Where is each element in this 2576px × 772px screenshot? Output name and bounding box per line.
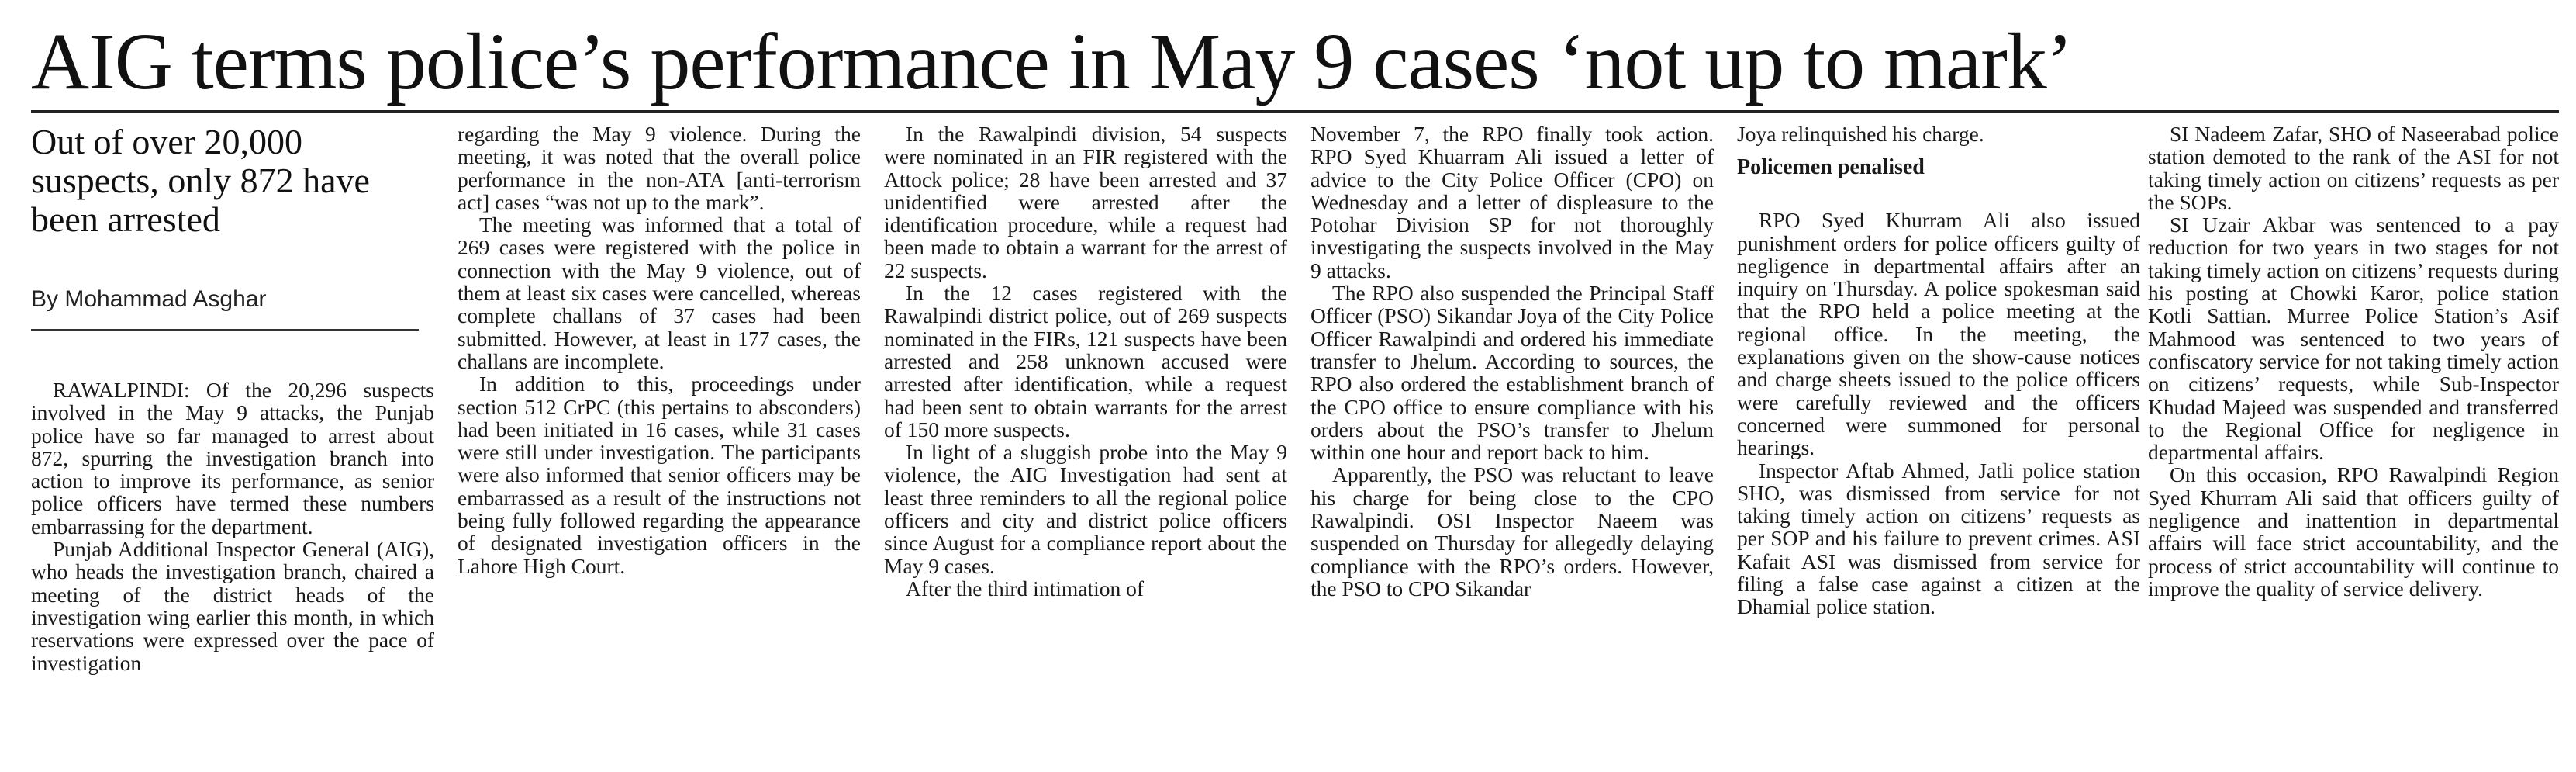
text-column-2 <box>458 123 861 767</box>
paragraph: RPO Syed Khurram Ali also issued punishment orders for police officers guilty of negligence in departmental affairs after an inquiry on Thursday. A police spokesman said that the RPO held a police meeting at the regional office. In the meeting, the explanations given on the show-cause notices and charge sheets issued to the police officers were carefully reviewed and the officers concerned were summoned for personal hearings. <box>1737 208 2140 460</box>
paragraph: The meeting was informed that a total of 269 cases were registered with the police in connection with the May 9 violence, out of them at least six cases were cancelled, whereas complete challans of 37 cases had been submitted. However, at least in 177 cases, the challans are incomplete. <box>458 213 861 373</box>
paragraph: In addition to this, proceedings under section 512 CrPC (this pertains to absconders) had been initiated in 16 cases, while 31 cases were still under investigation. The participants were also informed that senior officers may be embarrassed as a result of the instructions not being fully followed regarding the appearance of designated investigation officers in the Lahore High Court. <box>458 372 861 578</box>
byline: By Mohammad Asghar <box>31 286 267 312</box>
text-column-5 <box>1737 123 2140 767</box>
paragraph: November 7, the RPO finally took action. RPO Syed Khuarram Ali issued a letter of advice to the City Police Officer (CPO) on Wednesday and a letter of displeasure to the Potohar Division SP for not thoroughly investigating the suspects involved in the May 9 attacks. <box>1310 123 1714 282</box>
paragraph: Apparently, the PSO was reluctant to leave his charge for being close to the CPO Rawalpindi. OSI Inspector Naeem was suspended on Thursday for allegedly delaying compliance with the RPO’s orders. However, the PSO to CPO Sikandar <box>1310 462 1714 601</box>
paragraph: Joya relinquished his charge. <box>1737 123 1984 146</box>
paragraph: In the Rawalpindi division, 54 suspects were nominated in an FIR registered with the Attock police; 28 have been arrested and 37 unidentified were arrested after the identification procedure, while a request had been made to obtain a warrant for the arrest of 22 suspects. <box>884 123 1287 282</box>
text-column-6 <box>2148 123 2559 767</box>
text-column-3 <box>884 123 1287 767</box>
subheadline: Out of over 20,000 suspects, only 872 have been arrested <box>31 122 370 239</box>
paragraph: SI Uzair Akbar was sentenced to a pay reduction for two years in two stages for not taking timely action on citizens’ requests during his posting at Chowki Karor, police station Kotli Sattian. Murree Police Station’s Asif Mahmood was sentenced to two years of confiscatory service for not taking timely action on citizens’ requests, while Sub-Inspector Khudad Majeed was suspended and transferred to the Regional Office for negligence in departmental affairs. <box>2148 213 2559 465</box>
byline-divider <box>31 329 419 331</box>
paragraph: Inspector Aftab Ahmed, Jatli police station SHO, was dismissed from service for not taking timely action on citizens’ requests as per SOP and his failure to prevent crimes. ASI Kafait ASI was dismissed from service for filing a false case against a citizen at the Dhamial police station. <box>1737 458 2140 619</box>
text-column-4 <box>1310 123 1714 767</box>
paragraph: SI Nadeem Zafar, SHO of Naseerabad police station demoted to the rank of the ASI for not taking timely action on citizens’ requests as per the SOPs. <box>2148 123 2559 214</box>
paragraph: After the third intimation of <box>906 576 1145 601</box>
headline-divider <box>31 110 2559 113</box>
paragraph: The RPO also suspended the Principal Staff Officer (PSO) Sikandar Joya of the City Police Officer Rawalpindi and ordered his immediate transfer to Jhelum. According to sources, the RPO also ordered the establishment branch of the CPO office to ensure compliance with his orders about the PSO’s transfer to Jhelum within one hour and report back to him. <box>1310 281 1714 465</box>
paragraph: RAWALPINDI: Of the 20,296 suspects involved in the May 9 attacks, the Punjab police have so far managed to arrest about 872, spurring the investigation branch into action to improve its performance, as senior police officers have termed these numbers embarrassing for the department. <box>31 379 434 538</box>
paragraph: In the 12 cases registered with the Rawalpindi district police, out of 269 suspects nominated in the FIRs, 121 suspects have been arrested and 258 unknown accused were arrested after identification, while a request had been sent to obtain warrants for the arrest of 150 more suspects. <box>884 281 1287 441</box>
paragraph: Punjab Additional Inspector General (AIG), who heads the investigation branch, chaired a meeting of the district heads of the investigation wing earlier this month, in which reservations were expressed over the pace of investigation <box>31 537 434 675</box>
section-subhead: Policemen penalised <box>1737 155 1925 180</box>
text-column-1 <box>31 379 434 767</box>
paragraph: In light of a sluggish probe into the May 9 violence, the AIG Investigation had sent at least three reminders to all the regional police officers and city and district police officers since August for a compliance report about the May 9 cases. <box>884 440 1287 578</box>
paragraph: regarding the May 9 violence. During the meeting, it was noted that the overall police performance in the non-ATA [anti-terrorism act] cases “was not up to the mark”. <box>458 123 861 214</box>
paragraph: On this occasion, RPO Rawalpindi Region Syed Khurram Ali said that officers guilty of negligence and inattention in departmental affairs will face strict accountability, and the process of strict accountability will continue to improve the quality of service delivery. <box>2148 462 2559 601</box>
headline: AIG terms police’s performance in May 9 cases ‘not up to mark’ <box>31 17 2073 106</box>
